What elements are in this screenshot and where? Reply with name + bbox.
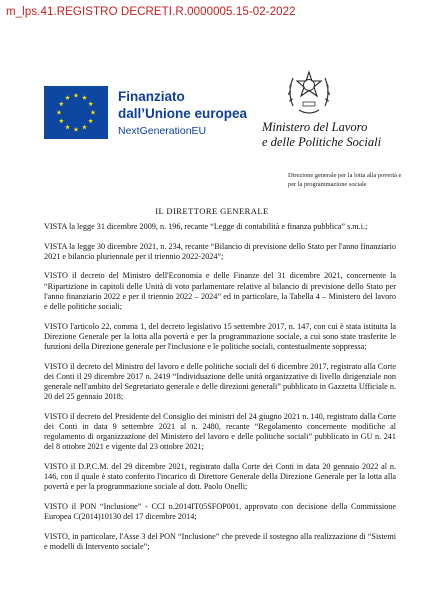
directorate-name xyxy=(288,171,418,189)
paragraph: VISTO, in particolare, l'Asse 3 del PON “Inclusione” che prevede il sostegno alla realizzazione di “Sistemi e modelli di Intervento sociale”; xyxy=(44,531,396,551)
paragraph: VISTO il decreto del Ministro del lavoro e delle politiche sociali del 6 dicembre 2017, registrato alla Corte dei Conti il 29 dicembre 2017 n. 2419 “Individuazione delle unità organizzative di livello dirigenziale non generale nell'ambito del Segretariato generale e delle direzioni generali” pubblicato in Gazzetta Ufficiale n. 20 del 25 gennaio 2018; xyxy=(44,361,396,402)
eu-funding-logo xyxy=(44,86,256,140)
ministry-name-line2: e delle Politiche Sociali xyxy=(262,135,382,149)
paragraph: VISTO il PON “Inclusione” - CCI n.2014IT05SFOP001, approvato con decisione della Commissione Europea C(2014)10130 del 17 dicembre 2014; xyxy=(44,502,396,522)
eu-logo-line1: Finanziato xyxy=(118,89,185,104)
eu-star-icon xyxy=(59,101,64,106)
paragraph: VISTA la legge 31 dicembre 2009, n. 196, recante “Legge di contabilità e finanza pubblica” s.m.i.; xyxy=(44,222,368,231)
eu-star-icon xyxy=(88,118,93,123)
eu-star-icon xyxy=(65,125,70,130)
document-body xyxy=(44,222,396,562)
eu-flag-icon xyxy=(44,86,108,139)
eu-logo-text xyxy=(118,88,247,139)
paragraph: VISTO l'articolo 22, comma 1, del decreto legislativo 15 settembre 2017, n. 147, con cui è stata istituita la Direzione Generale per la lotta alla povertà e per la programmazione sociale, a cui sono state trasferite le funzioni della Direzione generale per l'inclusione e le politiche sociali, contestualmente soppressa; xyxy=(44,321,396,351)
document-title: IL DIRETTORE GENERALE xyxy=(155,206,269,216)
eu-logo-line3: NextGenerationEU xyxy=(118,125,207,137)
eu-star-icon xyxy=(59,118,64,123)
eu-star-icon xyxy=(91,110,96,115)
paragraph: VISTO il decreto del Ministro dell'Economia e delle Finanze del 31 dicembre 2021, concernente la “Ripartizione in capitoli delle Unità di voto parlamentare relative al bilancio di previsione dello Stato per l'anno finanziario 2022 e per il triennio 2022 – 2024” ed in particolare, la Tabella 4 – Ministero del lavoro e delle politiche sociali; xyxy=(44,271,396,311)
eu-star-icon xyxy=(74,127,79,132)
eu-star-icon xyxy=(65,95,70,100)
ministry-name-line1: Ministero del Lavoro xyxy=(262,120,368,134)
paragraph: VISTO il D.P.C.M. del 29 dicembre 2021, registrato dalla Corte dei Conti in data 20 gennaio 2022 al n. 146, con il quale è stato conferito l'incarico di Direttore Generale della Direzione Generale per la lotta alla povertà e per la programmazione sociale al dott. Paolo Onelli; xyxy=(44,462,396,492)
eu-star-icon xyxy=(74,93,79,98)
protocol-stamp: m_lps.41.REGISTRO DECRETI.R.0000005.15-02-2022 xyxy=(6,6,296,18)
eu-star-icon xyxy=(57,110,62,115)
ministry-name xyxy=(262,120,412,150)
eu-star-icon xyxy=(88,101,93,106)
directorate-line1: Direzione generale per la lotta alla povertà e xyxy=(288,172,402,179)
eu-logo-line2: dall’Unione europea xyxy=(118,106,248,121)
directorate-line2: per la programmazione sociale xyxy=(288,181,367,188)
eu-star-icon xyxy=(82,125,87,130)
italian-republic-emblem-icon xyxy=(283,66,335,122)
paragraph: VISTA la legge 30 dicembre 2021, n. 234, recante “Bilancio di previsione dello Stato per l'anno finanziario 2021 e bilancio pluriennale per il triennio 2022-2024”; xyxy=(44,241,396,261)
eu-star-icon xyxy=(82,95,87,100)
paragraph: VISTO il decreto del Presidente del Consiglio dei ministri del 24 giugno 2021 n. 140, registrato dalla Corte dei Conti in data 9 settembre 2021 al n. 2480, recante “Regolamento concernente modifiche al regolamento di organizzazione del Ministero del lavoro e delle politiche sociali” pubblicato in GU n. 241 del 8 ottobre 2021 e vigente dal 23 ottobre 2021; xyxy=(44,411,396,452)
